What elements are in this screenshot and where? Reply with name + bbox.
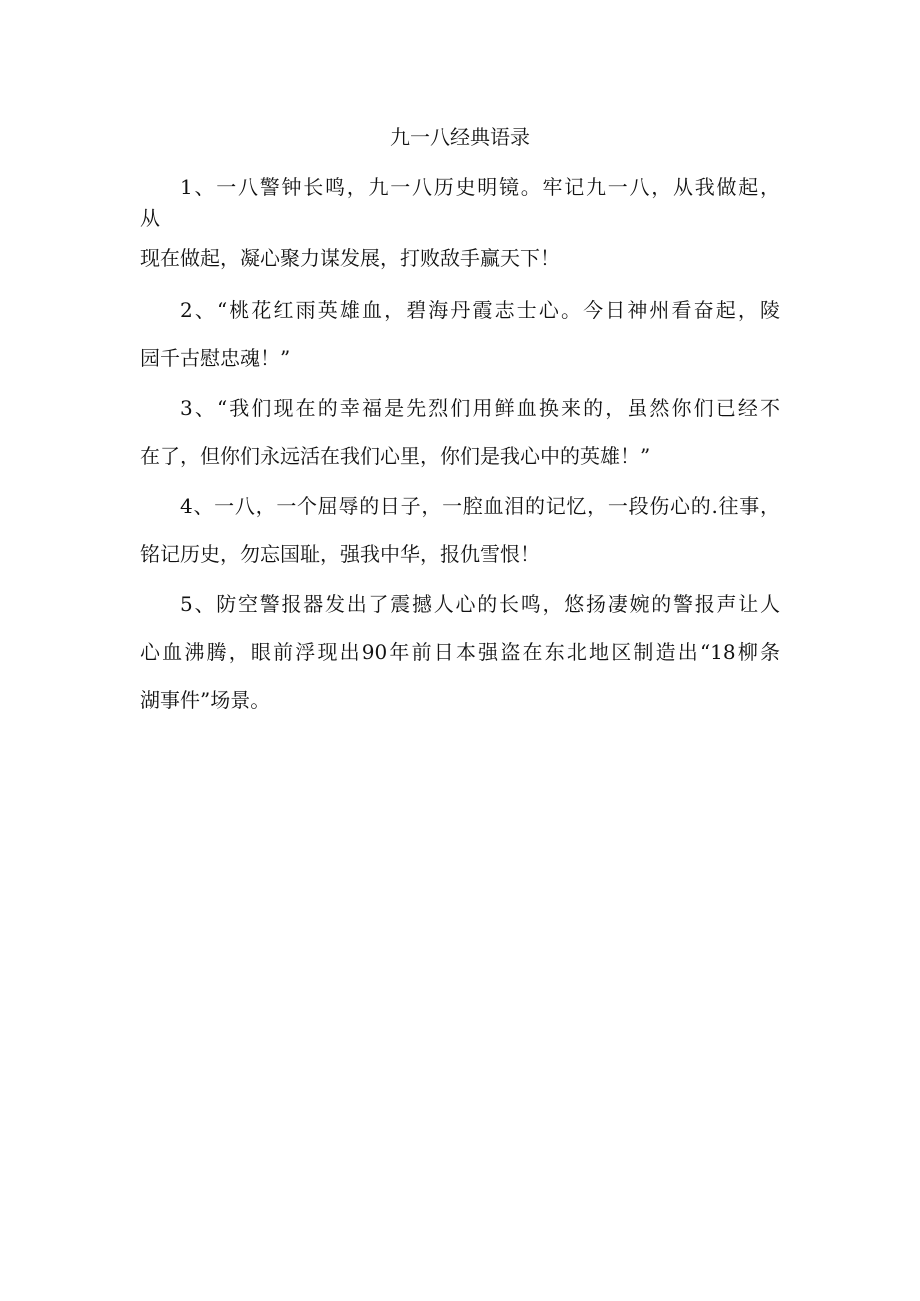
quote-5-line-2: 心血沸腾，眼前浮现出90年前日本强盗在东北地区制造出“18柳条 bbox=[140, 640, 780, 664]
quote-4-line-2: 铭记历史，勿忘国耻，强我中华，报仇雪恨！ bbox=[140, 542, 540, 566]
document-title: 九一八经典语录 bbox=[390, 125, 530, 149]
quote-2-line-1: 2、“桃花红雨英雄血，碧海丹霞志士心。今日神州看奋起，陵 bbox=[180, 298, 780, 322]
quote-3-line-2: 在了，但你们永远活在我们心里，你们是我心中的英雄！” bbox=[140, 444, 651, 468]
quote-1-line-2: 从 bbox=[140, 206, 160, 230]
quote-4-line-1: 4、一八，一个屈辱的日子，一腔血泪的记忆，一段伤心的.往事， bbox=[180, 494, 780, 518]
quote-3-line-1: 3、“我们现在的幸福是先烈们用鲜血换来的，虽然你们已经不 bbox=[180, 396, 780, 420]
quote-1-line-1: 1、一八警钟长鸣，九一八历史明镜。牢记九一八，从我做起， bbox=[180, 175, 780, 199]
quote-5-line-1: 5、防空警报器发出了震撼人心的长鸣，悠扬凄婉的警报声让人 bbox=[180, 592, 780, 616]
quote-5-line-3: 湖事件”场景。 bbox=[140, 688, 271, 712]
quote-2-line-2: 园千古慰忠魂！” bbox=[140, 346, 291, 370]
quote-1-line-3: 现在做起，凝心聚力谋发展，打败敌手赢天下！ bbox=[140, 246, 560, 270]
